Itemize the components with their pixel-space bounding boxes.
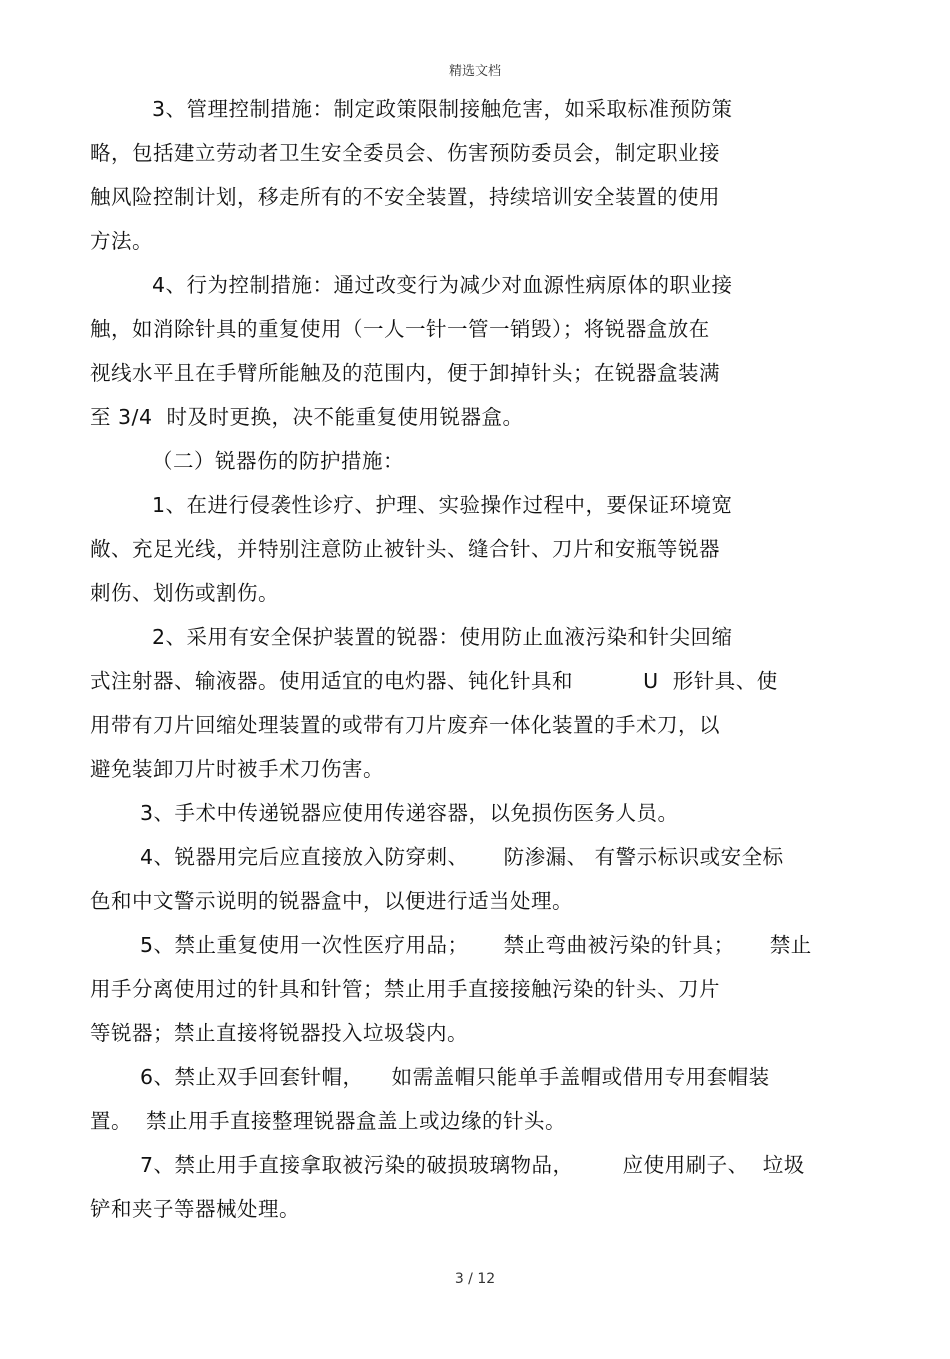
text-line: 5、禁止重复使用一次性医疗用品； 禁止弯曲被污染的针具； 禁止 <box>140 933 812 957</box>
page-header: 精选文档 <box>448 64 501 79</box>
text-line: 3、手术中传递锐器应使用传递容器，以免损伤医务人员。 <box>140 801 679 825</box>
text-line: 用手分离使用过的针具和针管；禁止用手直接接触污染的针头、刀片 <box>90 977 720 1001</box>
text-line: 铲和夹子等器械处理。 <box>90 1197 300 1221</box>
text-line: 视线水平且在手臂所能触及的范围内，便于卸掉针头；在锐器盒装满 <box>90 361 720 385</box>
text-line: 避免装卸刀片时被手术刀伤害。 <box>90 757 384 781</box>
text-line: 3、管理控制措施：制定政策限制接触危害，如采取标准预防策 <box>152 97 733 121</box>
text-line: 4、锐器用完后应直接放入防穿刺、 防渗漏、 有警示标识或安全标 <box>140 845 784 869</box>
text-line: 方法。 <box>90 229 153 253</box>
page-number: 3 / 12 <box>454 1271 496 1287</box>
text-line: 7、禁止用手直接拿取被污染的破损玻璃物品， 应使用刷子、 垃圾 <box>140 1153 805 1177</box>
text-line: 色和中文警示说明的锐器盒中，以便进行适当处理。 <box>90 889 573 913</box>
text-line: 2、采用有安全保护装置的锐器：使用防止血液污染和针尖回缩 <box>152 625 733 649</box>
text-line: 置。 禁止用手直接整理锐器盒盖上或边缘的针头。 <box>90 1109 567 1133</box>
text-line: 等锐器；禁止直接将锐器投入垃圾袋内。 <box>90 1021 468 1045</box>
text-line: 至 3/4 时及时更换，决不能重复使用锐器盒。 <box>90 405 524 429</box>
text-line: 4、行为控制措施：通过改变行为减少对血源性病原体的职业接 <box>152 273 733 297</box>
text-line: 6、禁止双手回套针帽， 如需盖帽只能单手盖帽或借用专用套帽装 <box>140 1065 770 1089</box>
text-line: （二）锐器伤的防护措施： <box>152 449 404 473</box>
text-line: 略，包括建立劳动者卫生安全委员会、伤害预防委员会，制定职业接 <box>90 141 720 165</box>
text-line: 用带有刀片回缩处理装置的或带有刀片废弃一体化装置的手术刀，以 <box>90 713 720 737</box>
text-line: 触，如消除针具的重复使用（一人一针一管一销毁）；将锐器盒放在 <box>90 317 710 341</box>
text-line: 1、在进行侵袭性诊疗、护理、实验操作过程中，要保证环境宽 <box>152 493 733 517</box>
text-line: 敞、充足光线，并特别注意防止被针头、缝合针、刀片和安瓶等锐器 <box>90 537 720 561</box>
text-line: 刺伤、划伤或割伤。 <box>90 581 279 605</box>
text-line: 触风险控制计划，移走所有的不安全装置，持续培训安全装置的使用 <box>90 185 720 209</box>
text-line: 式注射器、输液器。使用适宜的电灼器、钝化针具和 U 形针具、使 <box>90 669 778 693</box>
